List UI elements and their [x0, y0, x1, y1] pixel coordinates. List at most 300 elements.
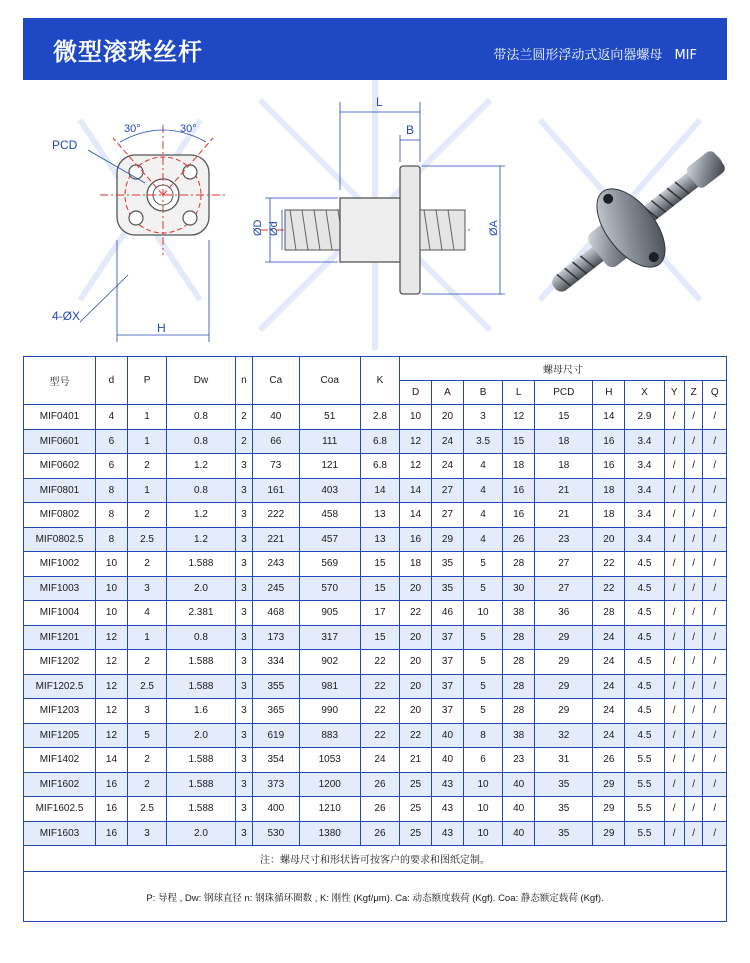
table-cell: 373	[253, 772, 300, 797]
table-cell: 18	[535, 429, 593, 454]
header-cell: Z	[684, 381, 703, 405]
page-subtitle	[485, 44, 697, 63]
table-cell: 13	[360, 503, 399, 528]
table-cell: 26	[593, 748, 625, 773]
table-cell: 3.4	[625, 478, 664, 503]
table-cell: 35	[535, 772, 593, 797]
table-cell: 2	[127, 503, 166, 528]
table-cell: 3	[463, 405, 502, 430]
header-cell: 型号	[24, 357, 96, 405]
table-cell: /	[703, 552, 727, 577]
table-cell: 43	[432, 772, 464, 797]
table-cell: 10	[463, 797, 502, 822]
table-cell: 3	[235, 454, 252, 479]
table-cell: /	[684, 625, 703, 650]
table-cell: /	[684, 552, 703, 577]
table-row	[24, 405, 727, 430]
model-cell: MIF1002	[24, 552, 96, 577]
table-cell: 354	[253, 748, 300, 773]
hole-label: 4-ØX	[52, 309, 81, 323]
header-cell: H	[593, 381, 625, 405]
table-cell: 1210	[299, 797, 360, 822]
table-cell: /	[664, 821, 684, 846]
table-cell: 18	[593, 503, 625, 528]
table-cell: 1	[127, 429, 166, 454]
table-cell: 15	[503, 429, 535, 454]
table-cell: /	[703, 650, 727, 675]
table-cell: 3	[235, 625, 252, 650]
table-cell: 4.5	[625, 576, 664, 601]
table-row	[24, 429, 727, 454]
header-cell: PCD	[535, 381, 593, 405]
table-cell: 37	[432, 650, 464, 675]
table-cell: 14	[360, 478, 399, 503]
legend-text: P: 导程 , Dw: 钢球直径 n: 钢珠循环圈数 , K: 刚性 (Kgf/μm). Ca: 动态额度载荷 (Kgf). Coa: 静态额定载荷 (Kgf).	[24, 872, 727, 922]
group-header-cell: 螺母尺寸	[400, 357, 727, 381]
table-cell: 30	[503, 576, 535, 601]
model-cell: MIF1602.5	[24, 797, 96, 822]
table-cell: 16	[96, 797, 128, 822]
table-cell: 3.4	[625, 527, 664, 552]
table-cell: 28	[503, 650, 535, 675]
table-cell: 2	[127, 650, 166, 675]
table-cell: 4.5	[625, 699, 664, 724]
table-cell: 8	[96, 503, 128, 528]
flange-side	[400, 166, 420, 294]
header-cell: A	[432, 381, 464, 405]
table-cell: 22	[593, 552, 625, 577]
table-cell: /	[664, 503, 684, 528]
table-cell: 38	[503, 601, 535, 626]
table-cell: /	[684, 821, 703, 846]
table-cell: /	[664, 601, 684, 626]
table-row	[24, 527, 727, 552]
header-cell: X	[625, 381, 664, 405]
model-cell: MIF1402	[24, 748, 96, 773]
table-cell: 4.5	[625, 723, 664, 748]
table-cell: 20	[400, 674, 432, 699]
bolt-hole	[183, 165, 197, 179]
header-cell: P	[127, 357, 166, 405]
table-row	[24, 478, 727, 503]
table-cell: 2	[235, 429, 252, 454]
table-cell: 619	[253, 723, 300, 748]
table-cell: /	[664, 699, 684, 724]
table-cell: 2.0	[167, 576, 236, 601]
table-cell: 16	[593, 429, 625, 454]
table-row	[24, 650, 727, 675]
table-cell: 173	[253, 625, 300, 650]
table-cell: 23	[535, 527, 593, 552]
table-cell: 3	[235, 478, 252, 503]
table-row	[24, 503, 727, 528]
table-cell: 37	[432, 625, 464, 650]
page-title: 微型滚珠丝杆	[53, 38, 203, 66]
oa-label: ØA	[488, 220, 500, 236]
model-cell: MIF0802.5	[24, 527, 96, 552]
table-cell: 12	[96, 625, 128, 650]
table-cell: 6	[463, 748, 502, 773]
table-cell: 1	[127, 405, 166, 430]
table-cell: 14	[96, 748, 128, 773]
table-cell: 1.588	[167, 797, 236, 822]
od-label: ØD	[252, 219, 264, 236]
table-cell: /	[703, 601, 727, 626]
table-cell: /	[684, 699, 703, 724]
table-cell: 317	[299, 625, 360, 650]
table-cell: 10	[463, 772, 502, 797]
table-cell: 3	[235, 699, 252, 724]
table-cell: /	[684, 601, 703, 626]
table-cell: 25	[400, 821, 432, 846]
table-cell: 17	[360, 601, 399, 626]
table-cell: 38	[503, 723, 535, 748]
table-cell: 22	[593, 576, 625, 601]
table-cell: 8	[463, 723, 502, 748]
table-cell: 29	[535, 699, 593, 724]
l-label: L	[376, 95, 383, 109]
model-cell: MIF1202.5	[24, 674, 96, 699]
note-row	[24, 846, 727, 872]
table-cell: /	[684, 772, 703, 797]
table-cell: 990	[299, 699, 360, 724]
table-cell: /	[703, 797, 727, 822]
table-cell: 20	[432, 405, 464, 430]
table-cell: 4	[127, 601, 166, 626]
table-cell: 1200	[299, 772, 360, 797]
table-cell: 6	[96, 429, 128, 454]
table-cell: 40	[503, 772, 535, 797]
table-cell: 2	[127, 772, 166, 797]
table-cell: 22	[360, 699, 399, 724]
table-cell: 5.5	[625, 797, 664, 822]
table-cell: 1053	[299, 748, 360, 773]
table-cell: 6.8	[360, 429, 399, 454]
table-cell: 51	[299, 405, 360, 430]
table-cell: 4	[96, 405, 128, 430]
table-cell: /	[684, 576, 703, 601]
table-cell: 24	[432, 454, 464, 479]
table-cell: 29	[593, 821, 625, 846]
table-cell: 2.5	[127, 674, 166, 699]
table-cell: 16	[400, 527, 432, 552]
table-cell: 0.8	[167, 625, 236, 650]
table-cell: 3	[235, 650, 252, 675]
angle-label: 30°	[180, 123, 197, 135]
table-cell: /	[684, 405, 703, 430]
table-cell: 2	[235, 405, 252, 430]
subtitle-text: 带法兰圆形浮动式返向器螺母	[493, 48, 663, 63]
header-cell: K	[360, 357, 399, 405]
table-cell: /	[703, 527, 727, 552]
table-cell: 28	[503, 552, 535, 577]
table-cell: /	[703, 772, 727, 797]
table-cell: 243	[253, 552, 300, 577]
table-cell: 569	[299, 552, 360, 577]
table-cell: 29	[593, 797, 625, 822]
table-cell: /	[703, 699, 727, 724]
table-cell: 22	[400, 601, 432, 626]
table-cell: 18	[593, 478, 625, 503]
table-cell: 2.9	[625, 405, 664, 430]
table-cell: 1	[127, 625, 166, 650]
table-cell: 18	[503, 454, 535, 479]
table-cell: 29	[535, 650, 593, 675]
table-cell: 2	[127, 454, 166, 479]
table-cell: 37	[432, 674, 464, 699]
table-cell: 73	[253, 454, 300, 479]
table-cell: 40	[503, 821, 535, 846]
table-row	[24, 552, 727, 577]
table-cell: 1.6	[167, 699, 236, 724]
table-cell: 18	[535, 454, 593, 479]
table-cell: 20	[400, 650, 432, 675]
table-cell: 20	[400, 576, 432, 601]
header-banner	[23, 18, 727, 80]
table-cell: 5.5	[625, 748, 664, 773]
table-cell: 1380	[299, 821, 360, 846]
table-cell: 2	[127, 748, 166, 773]
table-cell: 570	[299, 576, 360, 601]
table-cell: 2.381	[167, 601, 236, 626]
table-cell: 12	[96, 699, 128, 724]
table-cell: /	[664, 429, 684, 454]
hole-leader	[80, 275, 128, 322]
table-cell: 24	[593, 723, 625, 748]
table-cell: /	[684, 454, 703, 479]
table-cell: /	[684, 748, 703, 773]
table-cell: 1	[127, 478, 166, 503]
table-cell: 24	[593, 625, 625, 650]
h-label: H	[157, 321, 166, 335]
table-cell: 4.5	[625, 650, 664, 675]
side-view	[260, 102, 505, 294]
header-cell: D	[400, 381, 432, 405]
product-photo	[526, 122, 748, 324]
table-cell: 12	[400, 429, 432, 454]
table-cell: 28	[503, 699, 535, 724]
table-cell: 111	[299, 429, 360, 454]
table-cell: 14	[400, 503, 432, 528]
table-cell: 25	[400, 772, 432, 797]
product-code: MIF	[674, 48, 697, 63]
table-cell: 40	[253, 405, 300, 430]
table-header-row	[24, 357, 727, 381]
table-cell: 24	[593, 650, 625, 675]
model-cell: MIF1201	[24, 625, 96, 650]
table-cell: 4.5	[625, 625, 664, 650]
table-cell: 15	[360, 625, 399, 650]
table-cell: 15	[360, 576, 399, 601]
table-cell: 3	[235, 797, 252, 822]
table-cell: 23	[503, 748, 535, 773]
table-cell: /	[684, 650, 703, 675]
model-cell: MIF0802	[24, 503, 96, 528]
b-label: B	[406, 123, 415, 137]
table-cell: 10	[463, 821, 502, 846]
table-cell: 4	[463, 527, 502, 552]
table-cell: 3	[235, 821, 252, 846]
table-cell: 8	[96, 478, 128, 503]
model-cell: MIF1003	[24, 576, 96, 601]
table-cell: 4.5	[625, 601, 664, 626]
model-cell: MIF0602	[24, 454, 96, 479]
table-row	[24, 674, 727, 699]
table-cell: /	[664, 650, 684, 675]
table-cell: 0.8	[167, 429, 236, 454]
table-cell: 22	[400, 723, 432, 748]
table-cell: 5.5	[625, 772, 664, 797]
table-cell: /	[664, 748, 684, 773]
table-cell: 20	[593, 527, 625, 552]
table-cell: 3	[235, 601, 252, 626]
table-cell: 35	[432, 552, 464, 577]
table-cell: 26	[360, 821, 399, 846]
table-cell: /	[664, 674, 684, 699]
table-cell: 28	[503, 625, 535, 650]
table-cell: 1.2	[167, 454, 236, 479]
table-cell: 530	[253, 821, 300, 846]
table-cell: /	[684, 797, 703, 822]
table-cell: 3.4	[625, 503, 664, 528]
table-cell: 2.0	[167, 723, 236, 748]
table-cell: 355	[253, 674, 300, 699]
table-cell: 15	[535, 405, 593, 430]
header-cell: Dw	[167, 357, 236, 405]
table-cell: 334	[253, 650, 300, 675]
header-cell: B	[463, 381, 502, 405]
header-cell: Q	[703, 381, 727, 405]
table-row	[24, 576, 727, 601]
table-cell: /	[684, 503, 703, 528]
table-cell: 4	[463, 503, 502, 528]
table-cell: 5	[463, 699, 502, 724]
table-cell: 24	[432, 429, 464, 454]
legend-row	[24, 872, 727, 922]
table-cell: 22	[360, 650, 399, 675]
table-row	[24, 821, 727, 846]
table-cell: 26	[360, 772, 399, 797]
table-cell: 6.8	[360, 454, 399, 479]
table-cell: 161	[253, 478, 300, 503]
table-cell: /	[703, 405, 727, 430]
table-cell: /	[703, 748, 727, 773]
table-row	[24, 454, 727, 479]
table-cell: 66	[253, 429, 300, 454]
header-cell: L	[503, 381, 535, 405]
table-cell: 27	[535, 576, 593, 601]
model-cell: MIF0401	[24, 405, 96, 430]
table-cell: 5.5	[625, 821, 664, 846]
note-text: 注：螺母尺寸和形状皆可按客户的要求和图纸定制。	[24, 846, 727, 872]
table-cell: /	[664, 576, 684, 601]
table-cell: 36	[535, 601, 593, 626]
table-cell: 31	[535, 748, 593, 773]
table-cell: 222	[253, 503, 300, 528]
table-cell: 5	[463, 650, 502, 675]
table-cell: 40	[432, 723, 464, 748]
table-cell: 2.8	[360, 405, 399, 430]
table-cell: 458	[299, 503, 360, 528]
table-cell: 221	[253, 527, 300, 552]
table-cell: /	[684, 674, 703, 699]
table-cell: 35	[432, 576, 464, 601]
bolt-hole	[129, 211, 143, 225]
table-cell: 1.588	[167, 772, 236, 797]
table-cell: 12	[96, 650, 128, 675]
table-cell: 21	[400, 748, 432, 773]
table-cell: /	[703, 429, 727, 454]
table-cell: /	[664, 405, 684, 430]
model-cell: MIF1004	[24, 601, 96, 626]
model-cell: MIF0801	[24, 478, 96, 503]
technical-drawing	[0, 80, 750, 350]
table-cell: 1.588	[167, 748, 236, 773]
table-cell: 14	[400, 478, 432, 503]
table-cell: /	[703, 503, 727, 528]
table-cell: 883	[299, 723, 360, 748]
table-row	[24, 772, 727, 797]
table-cell: 22	[360, 723, 399, 748]
table-cell: 26	[503, 527, 535, 552]
spec-table	[23, 356, 727, 922]
table-cell: /	[684, 478, 703, 503]
table-cell: 24	[593, 699, 625, 724]
table-cell: 12	[400, 454, 432, 479]
table-cell: 2.5	[127, 797, 166, 822]
table-cell: 15	[360, 552, 399, 577]
table-cell: 0.8	[167, 478, 236, 503]
table-cell: 22	[360, 674, 399, 699]
table-cell: 3	[235, 674, 252, 699]
header-cell: Ca	[253, 357, 300, 405]
table-cell: 25	[400, 797, 432, 822]
table-cell: 3	[235, 772, 252, 797]
table-cell: 10	[400, 405, 432, 430]
table-cell: 40	[503, 797, 535, 822]
table-cell: 457	[299, 527, 360, 552]
table-cell: /	[703, 723, 727, 748]
model-cell: MIF1205	[24, 723, 96, 748]
table-cell: 365	[253, 699, 300, 724]
table-cell: 4.5	[625, 552, 664, 577]
table-cell: 0.8	[167, 405, 236, 430]
model-cell: MIF1603	[24, 821, 96, 846]
table-cell: 4	[463, 454, 502, 479]
table-cell: 3	[235, 576, 252, 601]
header-cell: Coa	[299, 357, 360, 405]
table-cell: 3	[127, 699, 166, 724]
bolt-hole	[183, 211, 197, 225]
table-cell: 29	[593, 772, 625, 797]
table-cell: 16	[503, 503, 535, 528]
table-row	[24, 699, 727, 724]
table-cell: 121	[299, 454, 360, 479]
table-cell: 468	[253, 601, 300, 626]
table-cell: 3	[235, 552, 252, 577]
table-cell: 3	[235, 527, 252, 552]
table-cell: 10	[96, 601, 128, 626]
table-cell: 1.588	[167, 552, 236, 577]
header-cell: n	[235, 357, 252, 405]
table-cell: 4.5	[625, 674, 664, 699]
table-cell: /	[703, 454, 727, 479]
table-cell: /	[664, 797, 684, 822]
table-cell: /	[684, 723, 703, 748]
table-cell: 1.588	[167, 674, 236, 699]
table-cell: 5	[463, 674, 502, 699]
table-cell: 35	[535, 821, 593, 846]
